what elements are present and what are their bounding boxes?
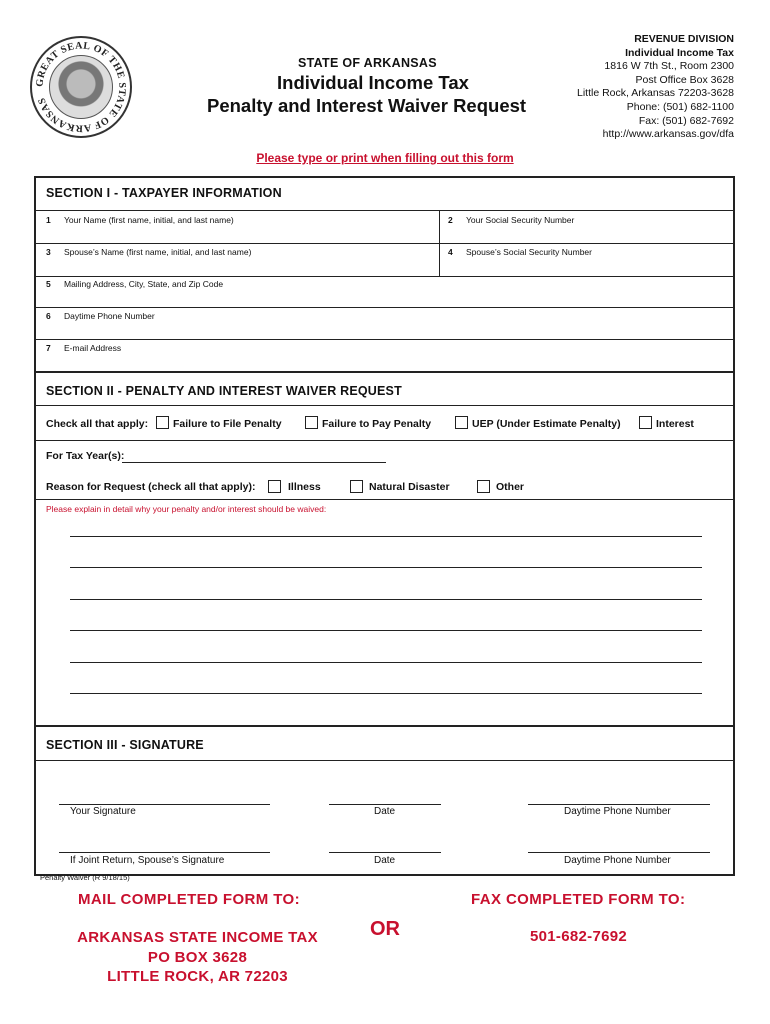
phone-text: Phone: (501) 682-1100 xyxy=(626,100,734,113)
fax-number: 501-682-7692 xyxy=(530,928,628,945)
option-interest: Interest xyxy=(656,418,694,430)
field-label: E-mail Address xyxy=(64,343,122,353)
explain-instruction: Please explain in detail why your penalty and/or interest should be waived: xyxy=(46,504,327,514)
division-name: REVENUE DIVISION xyxy=(634,33,734,45)
date-line[interactable] xyxy=(329,852,441,853)
website-link[interactable]: http://www.arkansas.gov/dfa xyxy=(602,128,734,141)
division-sub: Individual Income Tax xyxy=(625,46,734,59)
reason-illness: Illness xyxy=(288,481,321,493)
or-label: OR xyxy=(370,918,400,940)
field-number: 6 xyxy=(46,311,51,321)
checkbox-uep[interactable] xyxy=(455,416,468,429)
field-daytime-phone[interactable] xyxy=(46,311,155,321)
checkbox-failure-to-pay[interactable] xyxy=(305,416,318,429)
explanation-line[interactable] xyxy=(70,599,702,600)
phone-line[interactable] xyxy=(528,852,710,853)
mail-address-line1: ARKANSAS STATE INCOME TAX xyxy=(77,929,318,946)
field-label: Your Name (first name, initial, and last name) xyxy=(64,215,234,225)
date-label: Date xyxy=(374,806,396,817)
field-email[interactable] xyxy=(46,343,121,353)
form-frame xyxy=(34,176,735,876)
tax-year-input[interactable] xyxy=(122,462,386,463)
explanation-line[interactable] xyxy=(70,536,702,537)
fax-text: Fax: (501) 682-7692 xyxy=(638,114,734,127)
revenue-division-address xyxy=(577,33,734,142)
field-number: 1 xyxy=(46,215,51,225)
phone-line[interactable] xyxy=(528,804,710,805)
checkbox-interest[interactable] xyxy=(639,416,652,429)
spouse-signature-line[interactable] xyxy=(59,852,270,853)
daytime-phone-label: Daytime Phone Number xyxy=(564,855,671,866)
daytime-phone-label: Daytime Phone Number xyxy=(564,806,671,817)
reason-natural-disaster: Natural Disaster xyxy=(369,481,450,493)
field-label: Daytime Phone Number xyxy=(64,311,155,321)
field-number: 3 xyxy=(46,247,51,257)
explanation-line[interactable] xyxy=(70,630,702,631)
option-failure-to-pay: Failure to Pay Penalty xyxy=(322,418,432,430)
form-title-line1: Individual Income Tax xyxy=(277,72,469,93)
checkbox-natural-disaster[interactable] xyxy=(350,480,363,493)
checkbox-failure-to-file[interactable] xyxy=(156,416,169,429)
field-number: 2 xyxy=(448,215,453,225)
explanation-line[interactable] xyxy=(70,693,702,694)
instruction-text: Please type or print when filling out this form xyxy=(256,151,514,165)
field-number: 5 xyxy=(46,279,51,289)
reason-other: Other xyxy=(496,481,525,493)
explanation-line[interactable] xyxy=(70,662,702,663)
section3-title: SECTION III - SIGNATURE xyxy=(46,738,204,752)
fax-heading: FAX COMPLETED FORM TO: xyxy=(471,891,686,908)
field-number: 4 xyxy=(448,247,453,257)
section2-title: SECTION II - PENALTY AND INTEREST WAIVER REQUEST xyxy=(46,384,402,398)
field-spouse-name[interactable] xyxy=(46,247,251,257)
field-label: Your Social Security Number xyxy=(466,215,575,225)
spouse-signature-label: If Joint Return, Spouse’s Signature xyxy=(70,855,225,866)
form-id: Penalty Waiver (R 9/18/15) xyxy=(40,873,130,882)
checkbox-illness[interactable] xyxy=(268,480,281,493)
date-label: Date xyxy=(374,855,396,866)
address-line3: Little Rock, Arkansas 72203-3628 xyxy=(576,87,734,100)
mail-heading: MAIL COMPLETED FORM TO: xyxy=(78,891,300,908)
state-name: STATE OF ARKANSAS xyxy=(298,56,437,70)
mail-address xyxy=(60,928,335,987)
field-spouse-ssn[interactable] xyxy=(448,247,592,257)
field-your-name[interactable] xyxy=(46,215,234,225)
field-label: Spouse’s Name (first name, initial, and last name) xyxy=(64,247,252,257)
address-line1: 1816 W 7th St., Room 2300 xyxy=(604,60,734,73)
your-signature-label: Your Signature xyxy=(70,806,136,817)
date-line[interactable] xyxy=(329,804,441,805)
checkbox-other[interactable] xyxy=(477,480,490,493)
field-mailing-address[interactable] xyxy=(46,279,223,289)
option-failure-to-file: Failure to File Penalty xyxy=(173,418,282,430)
tax-year-label: For Tax Year(s): xyxy=(46,450,125,462)
field-your-ssn[interactable] xyxy=(448,215,574,225)
section1-title: SECTION I - TAXPAYER INFORMATION xyxy=(46,186,282,200)
option-uep: UEP (Under Estimate Penalty) xyxy=(472,418,621,430)
state-seal-icon xyxy=(30,36,132,138)
your-signature-line[interactable] xyxy=(59,804,270,805)
explanation-line[interactable] xyxy=(70,567,702,568)
form-title-line2: Penalty and Interest Waiver Request xyxy=(207,95,527,116)
mail-address-line3: LITTLE ROCK, AR 72203 xyxy=(107,968,288,985)
field-label: Spouse’s Social Security Number xyxy=(466,247,592,257)
field-label: Mailing Address, City, State, and Zip Code xyxy=(64,279,224,289)
reason-label: Reason for Request (check all that apply): xyxy=(46,481,256,493)
svg-text:GREAT SEAL OF THE STATE OF ARK: GREAT SEAL OF THE STATE OF ARKANSAS xyxy=(34,40,128,134)
mail-address-line2: PO BOX 3628 xyxy=(147,948,248,966)
check-all-label: Check all that apply: xyxy=(46,418,149,430)
field-number: 7 xyxy=(46,343,51,353)
address-line2: Post Office Box 3628 xyxy=(635,73,734,86)
